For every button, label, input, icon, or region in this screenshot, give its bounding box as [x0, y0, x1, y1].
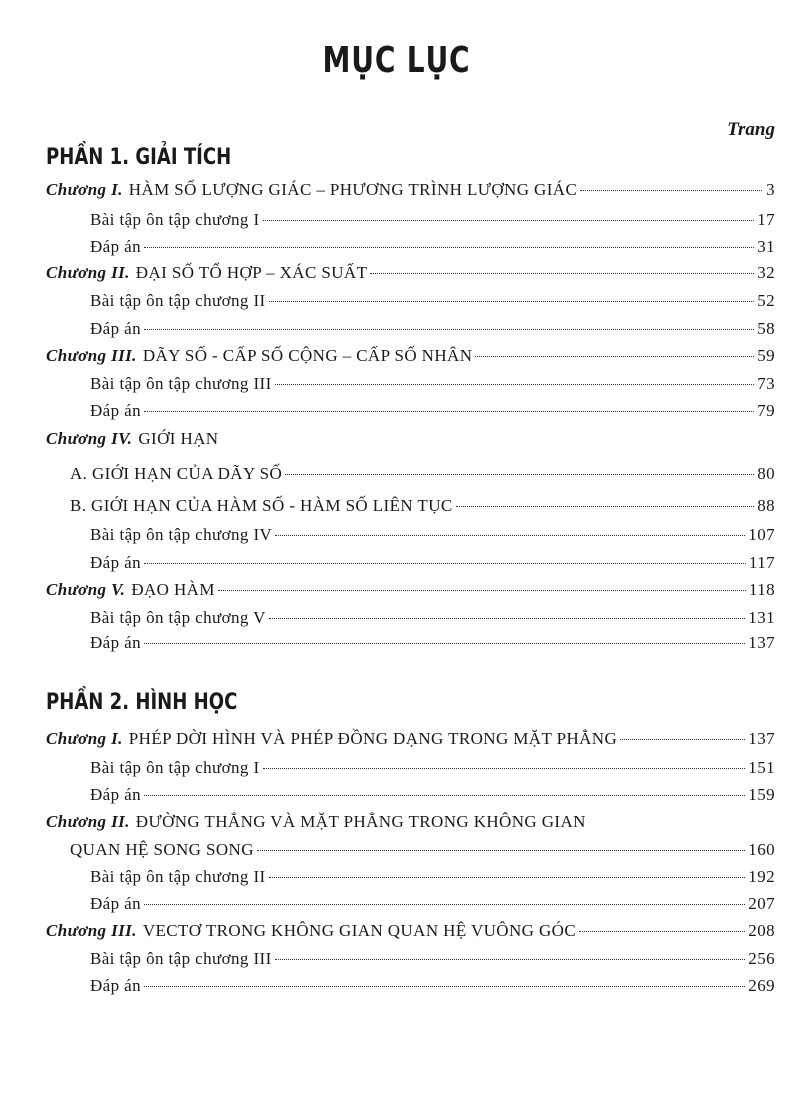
chapter-label: Chương IV. — [46, 429, 133, 448]
toc-entry[interactable] — [90, 525, 775, 545]
page-number: 79 — [757, 401, 775, 420]
page-number: 269 — [748, 976, 775, 995]
page-number: 256 — [748, 949, 775, 968]
page-number: 131 — [748, 608, 775, 627]
dot-leader — [275, 384, 755, 385]
chapter-label: Chương II. — [46, 263, 130, 282]
dot-leader — [144, 411, 754, 412]
entry-title: Đáp án — [90, 553, 142, 572]
dot-leader — [218, 590, 746, 591]
dot-leader — [263, 768, 746, 769]
toc-entry[interactable] — [90, 867, 775, 887]
dot-leader — [456, 506, 755, 507]
toc-entry[interactable] — [46, 429, 775, 449]
toc-entry[interactable] — [46, 346, 775, 366]
entry-title: DÃY SỐ - CẤP SỐ CỘNG – CẤP SỐ NHÂN — [142, 346, 473, 365]
page-number: 207 — [748, 894, 775, 913]
toc-entry[interactable] — [46, 812, 775, 832]
entry-title: Bài tập ôn tập chương II — [90, 867, 266, 886]
page-number: 58 — [757, 319, 775, 338]
toc-entry[interactable] — [90, 608, 775, 628]
toc-entry[interactable] — [90, 553, 775, 573]
dot-leader — [275, 959, 746, 960]
page-number: 118 — [748, 580, 775, 599]
entry-title: Đáp án — [90, 976, 142, 995]
toc-entry[interactable] — [90, 401, 775, 421]
page-number: 88 — [757, 496, 775, 515]
part-2-heading: PHẦN 2. HÌNH HỌC — [46, 690, 238, 715]
page-number: 59 — [757, 346, 775, 365]
dot-leader — [269, 301, 755, 302]
entry-title: Bài tập ôn tập chương II — [90, 291, 266, 310]
toc-entry[interactable] — [46, 729, 775, 749]
entry-title: Bài tập ôn tập chương I — [90, 758, 260, 777]
dot-leader — [580, 190, 762, 191]
page-number: 137 — [748, 729, 775, 748]
entry-title: Bài tập ôn tập chương V — [90, 608, 266, 627]
toc-entry[interactable] — [90, 758, 775, 778]
page-number: 73 — [757, 374, 775, 393]
entry-title: Đáp án — [90, 633, 142, 652]
dot-leader — [579, 931, 745, 932]
toc-entry[interactable] — [90, 291, 775, 311]
page-number: 32 — [757, 263, 775, 282]
page-column-label: Trang — [727, 119, 775, 140]
page-number: 160 — [748, 840, 775, 859]
dot-leader — [475, 356, 754, 357]
dot-leader — [370, 273, 754, 274]
page-number: 52 — [757, 291, 775, 310]
dot-leader — [620, 739, 745, 740]
dot-leader — [263, 220, 755, 221]
toc-entry[interactable] — [46, 180, 775, 200]
toc-entry[interactable] — [90, 894, 775, 914]
entry-title: Bài tập ôn tập chương I — [90, 210, 260, 229]
chapter-label: Chương I. — [46, 180, 123, 199]
chapter-label: Chương V. — [46, 580, 126, 599]
toc-entry[interactable] — [90, 976, 775, 996]
entry-title: HÀM SỐ LƯỢNG GIÁC – PHƯƠNG TRÌNH LƯỢNG GIÁC — [128, 180, 578, 199]
dot-leader — [144, 563, 746, 564]
page-title: MỤC LỤC — [322, 40, 471, 81]
entry-title: Bài tập ôn tập chương III — [90, 949, 272, 968]
entry-title: Bài tập ôn tập chương IV — [90, 525, 273, 544]
entry-title: ĐẠO HÀM — [131, 580, 215, 599]
toc-entry[interactable] — [90, 949, 775, 969]
dot-leader — [275, 535, 745, 536]
entry-title: Đáp án — [90, 237, 142, 256]
dot-leader — [144, 904, 745, 905]
entry-title: Đáp án — [90, 319, 142, 338]
chapter-label: Chương I. — [46, 729, 123, 748]
entry-title: PHÉP DỜI HÌNH VÀ PHÉP ĐỒNG DẠNG TRONG MẶT PHẲNG — [128, 729, 618, 748]
toc-entry[interactable] — [90, 633, 775, 653]
dot-leader — [144, 329, 754, 330]
dot-leader — [144, 986, 745, 987]
dot-leader — [144, 247, 754, 248]
page-number: 80 — [757, 464, 775, 483]
dot-leader — [257, 850, 745, 851]
page-number: 151 — [748, 758, 775, 777]
page-number: 137 — [748, 633, 775, 652]
chapter-label: Chương II. — [46, 812, 130, 831]
toc-entry[interactable] — [90, 237, 775, 257]
dot-leader — [144, 643, 745, 644]
page-number: 3 — [766, 180, 775, 199]
page-number: 107 — [748, 525, 775, 544]
toc-entry[interactable] — [46, 263, 775, 283]
toc-entry[interactable] — [46, 580, 775, 600]
page-number: 208 — [748, 921, 775, 940]
entry-title: ĐẠI SỐ TỔ HỢP – XÁC SUẤT — [135, 263, 368, 282]
toc-entry[interactable] — [90, 374, 775, 394]
dot-leader — [285, 474, 754, 475]
dot-leader — [269, 877, 746, 878]
entry-title: GIỚI HẠN — [138, 429, 219, 448]
entry-title: A. GIỚI HẠN CỦA DÃY SỐ — [70, 464, 283, 483]
page-number: 192 — [748, 867, 775, 886]
entry-title: Đáp án — [90, 785, 142, 804]
chapter-label: Chương III. — [46, 921, 137, 940]
page-number: 117 — [748, 553, 775, 572]
entry-title: Đáp án — [90, 894, 142, 913]
page-number: 31 — [757, 237, 775, 256]
entry-title: VECTƠ TRONG KHÔNG GIAN QUAN HỆ VUÔNG GÓC — [142, 921, 577, 940]
dot-leader — [269, 618, 745, 619]
chapter-label: Chương III. — [46, 346, 137, 365]
entry-title: B. GIỚI HẠN CỦA HÀM SỐ - HÀM SỐ LIÊN TỤC — [70, 496, 453, 515]
toc-entry[interactable] — [46, 921, 775, 941]
dot-leader — [144, 795, 745, 796]
part-1-heading: PHẦN 1. GIẢI TÍCH — [46, 145, 232, 170]
toc-entry[interactable] — [70, 496, 775, 516]
entry-title: Đáp án — [90, 401, 142, 420]
toc-entry[interactable] — [90, 785, 775, 805]
toc-entry[interactable] — [90, 319, 775, 339]
toc-entry[interactable] — [70, 840, 775, 860]
toc-entry[interactable] — [70, 464, 775, 484]
entry-title: Bài tập ôn tập chương III — [90, 374, 272, 393]
entry-title: QUAN HỆ SONG SONG — [70, 840, 254, 859]
page-number: 159 — [748, 785, 775, 804]
entry-title: ĐƯỜNG THẲNG VÀ MẶT PHẲNG TRONG KHÔNG GIAN — [135, 812, 586, 831]
toc-entry[interactable] — [90, 210, 775, 230]
page-number: 17 — [757, 210, 775, 229]
